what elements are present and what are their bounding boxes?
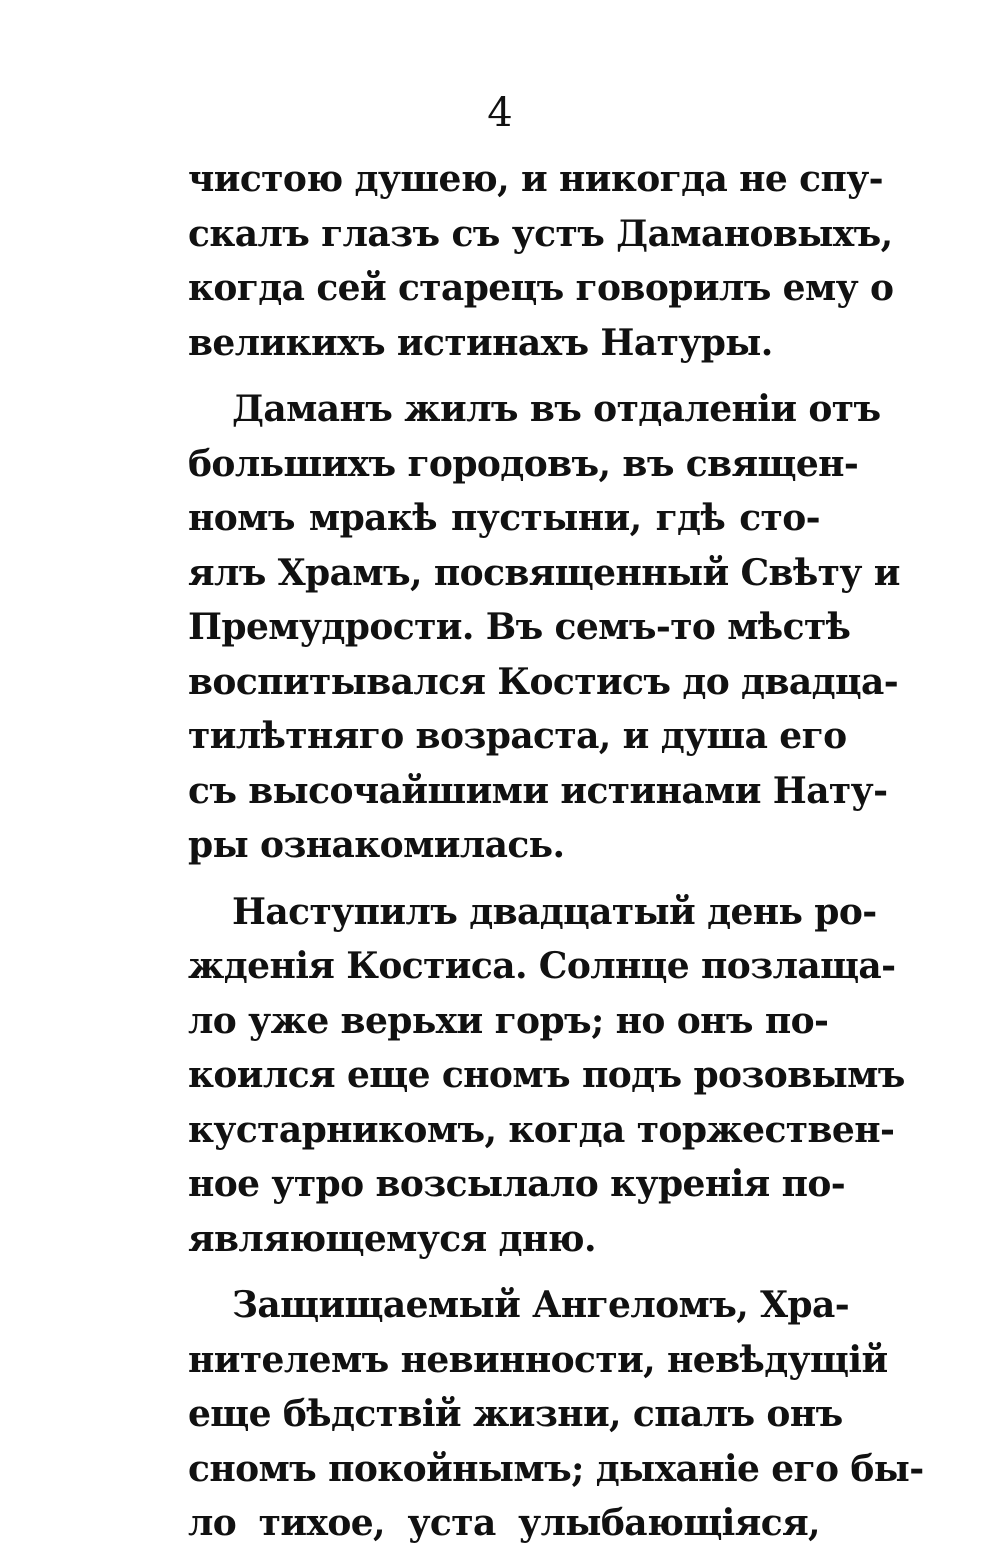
text-line: коился еще сномъ подъ розовымъ	[188, 1054, 905, 1096]
paragraph-2	[188, 382, 900, 873]
text-line: Даманъ жилъ въ отдаленіи отъ	[232, 388, 881, 430]
text-line: сномъ покойнымъ; дыханіе его бы-	[188, 1447, 924, 1490]
text-line: воспитывался Костисъ до двадца-	[188, 660, 899, 703]
text-line: великихъ истинахъ Натуры.	[188, 321, 773, 364]
page-text	[188, 152, 924, 1563]
text-line: ло уже верьхи горъ; но онъ по-	[188, 999, 829, 1042]
text-line: Защищаемый Ангеломъ, Хра-	[232, 1284, 850, 1326]
text-line: жденія Костиса. Солнце позлаща-	[188, 945, 896, 987]
text-line: ры ознакомилась.	[188, 824, 565, 866]
paragraph-3	[188, 885, 905, 1267]
text-line: тилѣтняго возраста, и душа его	[188, 715, 847, 757]
text-line: Премудрости. Въ семъ-то мѣстѣ	[188, 606, 851, 648]
text-line: съ высочайшими истинами Нату-	[188, 769, 888, 812]
text-line: кустарникомъ, когда торжествен-	[188, 1108, 895, 1151]
paragraph-4	[188, 1278, 924, 1551]
text-line: большихъ городовъ, въ священ-	[188, 442, 859, 485]
text-line: еще бѣдствій жизни, спалъ онъ	[188, 1393, 843, 1435]
paragraph-1	[188, 152, 894, 370]
text-line: скалъ глазъ съ устъ Дамановыхъ,	[188, 212, 893, 255]
text-line: номъ мракѣ пустыни, гдѣ сто-	[188, 497, 820, 539]
text-line: являющемуся дню.	[188, 1217, 596, 1260]
text-line: ло тихое, уста улыбающіяся,	[188, 1502, 820, 1544]
text-line: Наступилъ двадцатый день ро-	[232, 890, 877, 933]
text-line: нителемъ невинности, невѣдущій	[188, 1338, 888, 1381]
page-number: 4	[487, 90, 513, 136]
text-line: чистою душею, и никогда не спу-	[188, 158, 884, 200]
text-line: ялъ Храмъ, посвященный Свѣту и	[188, 551, 900, 594]
text-line: когда сей старецъ говорилъ ему о	[188, 267, 894, 309]
text-line: ное утро возсылало куренія по-	[188, 1163, 846, 1205]
